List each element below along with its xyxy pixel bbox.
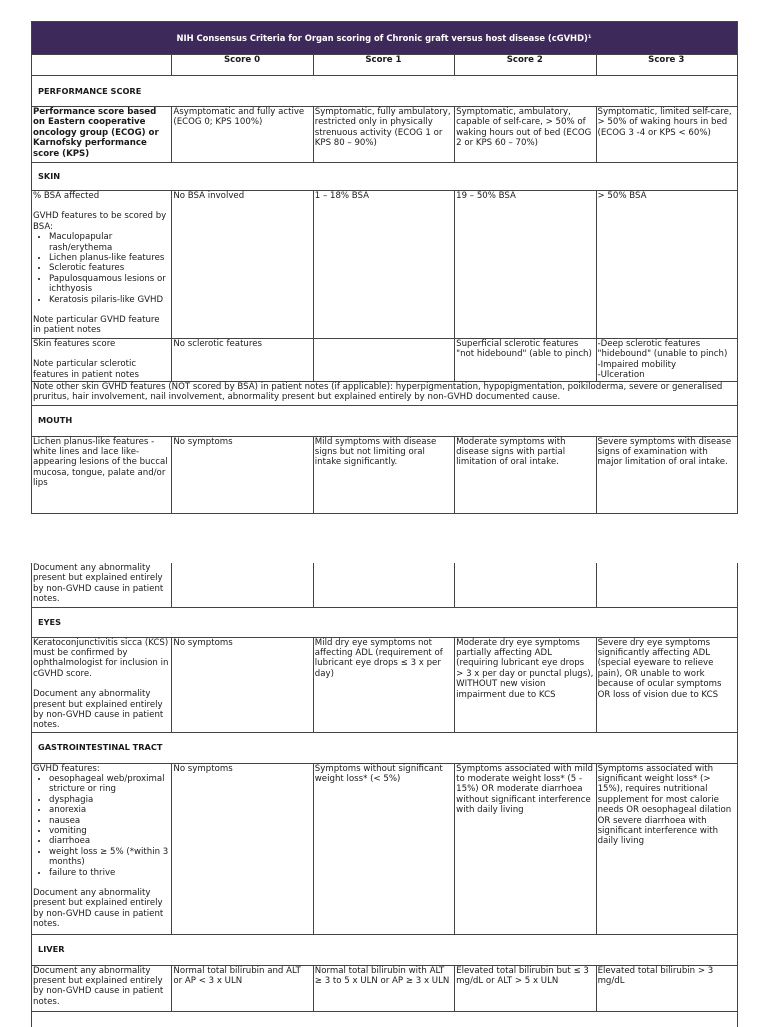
skin-other-note: Note other skin GVHD features (NOT scored by BSA) in patient notes (if applicable): hyperpigmentation, hypopigmentation, poikiloderma, severe or generalised pruritus, hair involvement, nail involvement, abnormality present but explained entirely by non-GVHD documented cause. <box>32 381 738 405</box>
list-item: • oesophageal web/proximal stricture or ring <box>49 774 169 795</box>
gi-doc: Document any abnormality present but explained entirely by non-GVHD cause in patient notes. <box>33 887 164 930</box>
cgvhd-table-part1 <box>31 21 738 514</box>
skin-features-intro: GVHD features to be scored by BSA: <box>33 211 167 232</box>
eyes-score-3: Severe dry eye symptoms significantly affecting ADL (special eyeware to relieve pain), OR unable to work because of ocular symptoms OR loss of vision due to KCS <box>596 637 737 732</box>
skin-bsa-score-1: 1 – 18% BSA <box>313 191 454 339</box>
section-gi: GASTROINTESTINAL TRACT <box>32 732 738 763</box>
list-item: • dysphagia <box>49 795 169 805</box>
gi-score-3: Symptoms associated with significant weight loss* (> 15%), requires nutritional supplement for most calorie needs OR oesophageal dilation OR severe diarrhoea with significant interference with daily living <box>596 763 737 934</box>
list-item: • Papulosquamous lesions or ichthyosis <box>49 274 169 295</box>
skin-bsa-score-3: > 50% BSA <box>596 191 738 339</box>
skin-note-sclerotic: Note particular sclerotic features in patient notes <box>33 359 139 380</box>
skin-features-list <box>33 232 169 305</box>
header-score-3: Score 3 <box>596 55 738 76</box>
skin-bsa-score-2: 19 – 50% BSA <box>455 191 596 339</box>
performance-score-0: Asymptomatic and fully active (ECOG 0; KPS 100%) <box>172 107 313 163</box>
mouth-score-3: Severe symptoms with disease signs of examination with major limitation of oral intake. <box>596 436 738 513</box>
list-item: • Sclerotic features <box>49 263 169 273</box>
eyes-label: Keratoconjunctivitis sicca (KCS) must be confirmed by ophthalmologist for inclusion in cGVHD score. <box>33 637 169 679</box>
liver-row <box>32 965 738 1011</box>
list-item: • Maculopapular rash/erythema <box>49 232 169 253</box>
skin-features-score-0: No sclerotic features <box>172 339 313 382</box>
header-row <box>32 55 738 76</box>
gi-label-cell <box>32 763 172 934</box>
performance-label: Performance score based on Eastern cooperative oncology group (ECOG) or Karnofsky performance score (KPS) <box>32 107 172 163</box>
gi-score-0: No symptoms <box>172 763 313 934</box>
section-liver: LIVER <box>32 934 738 965</box>
eyes-label-cell <box>32 637 172 732</box>
section-mouth: MOUTH <box>32 405 738 436</box>
skin-features-label-cell <box>32 339 172 382</box>
performance-row <box>32 107 738 163</box>
eyes-row <box>32 637 738 732</box>
skin-features-row <box>32 339 738 382</box>
mouth-doc-s2 <box>455 563 596 607</box>
skin-features-score-2: Superficial sclerotic features "not hidebound" (able to pinch) <box>455 339 596 382</box>
liver-score-0: Normal total bilirubin and ALT or AP < 3 x ULN <box>172 965 313 1011</box>
mouth-doc-s1 <box>313 563 454 607</box>
liver-score-2: Elevated total bilirubin but ≤ 3 mg/dL or ALT > 5 x ULN <box>455 965 596 1011</box>
skin-score3-mobility: -Impaired mobility <box>597 359 677 370</box>
list-item: • anorexia <box>49 805 169 815</box>
performance-score-1: Symptomatic, fully ambulatory, restricted only in physically strenuous activity (ECOG 1 or KPS 80 – 90%) <box>313 107 454 163</box>
mouth-score-0: No symptoms <box>172 436 313 513</box>
performance-score-3: Symptomatic, limited self-care, > 50% of waking hours in bed (ECOG 3 -4 or KPS < 60%) <box>596 107 738 163</box>
skin-features-score-3 <box>596 339 738 382</box>
header-score-0: Score 0 <box>172 55 313 76</box>
skin-features-score-1 <box>313 339 454 382</box>
skin-score3-deep: -Deep sclerotic features "hidebound" (unable to pinch) <box>597 339 728 360</box>
liver-score-1: Normal total bilirubin with ALT ≥ 3 to 5 x ULN or AP ≥ 3 x ULN <box>313 965 454 1011</box>
gi-features-list <box>33 774 169 878</box>
list-item: • Keratosis pilaris-like GVHD <box>49 295 169 305</box>
eyes-doc: Document any abnormality present but explained entirely by non-GVHD cause in patient notes. <box>33 689 164 731</box>
table-title: NIH Consensus Criteria for Organ scoring of Chronic graft versus host disease (cGVHD)¹ <box>32 22 738 55</box>
gi-row <box>32 763 738 934</box>
gi-intro: GVHD features: <box>33 763 100 774</box>
mouth-label: Lichen planus-like features - white lines and lace like-appearing lesions of the buccal mucosa, tongue, palate and/or lips <box>32 436 172 513</box>
mouth-score-2: Moderate symptoms with disease signs with partial limitation of oral intake. <box>455 436 596 513</box>
skin-features-label: Skin features score <box>33 339 116 349</box>
mouth-doc-note: Document any abnormality present but explained entirely by non-GVHD cause in patient notes. <box>32 563 172 607</box>
list-item: • nausea <box>49 816 169 826</box>
eyes-score-1: Mild dry eye symptoms not affecting ADL (requirement of lubricant eye drops ≤ 3 x per day) <box>313 637 454 732</box>
gi-score-2: Symptoms associated with mild to moderate weight loss* (5 - 15%) OR moderate diarrhoea without significant interference with daily living <box>455 763 596 934</box>
performance-score-2: Symptomatic, ambulatory, capable of self-care, > 50% of waking hours out of bed (ECOG 2 or KPS 60 – 70%) <box>455 107 596 163</box>
section-performance: PERFORMANCE SCORE <box>32 76 738 107</box>
liver-score-3: Elevated total bilirubin > 3 mg/dL <box>596 965 737 1011</box>
mouth-doc-row <box>32 563 738 607</box>
list-item: • diarrhoea <box>49 836 169 846</box>
eyes-score-0: No symptoms <box>172 637 313 732</box>
skin-score3-ulceration: -Ulceration <box>597 370 645 381</box>
mouth-row <box>32 436 738 513</box>
skin-bsa-score-0: No BSA involved <box>172 191 313 339</box>
cgvhd-table-part2 <box>31 563 738 1027</box>
list-item: • Lichen planus-like features <box>49 253 169 263</box>
header-score-1: Score 1 <box>313 55 454 76</box>
mouth-score-1: Mild symptoms with disease signs but not limiting oral intake significantly. <box>313 436 454 513</box>
table-continuation <box>32 1011 738 1027</box>
section-eyes: EYES <box>32 607 738 637</box>
header-score-2: Score 2 <box>455 55 596 76</box>
skin-bsa-label: % BSA affected <box>33 191 100 201</box>
list-item: • vomiting <box>49 826 169 836</box>
header-blank <box>32 55 172 76</box>
mouth-doc-s0 <box>172 563 313 607</box>
liver-label: Document any abnormality present but explained entirely by non-GVHD cause in patient notes. <box>32 965 172 1011</box>
gi-score-1: Symptoms without significant weight loss* (< 5%) <box>313 763 454 934</box>
skin-bsa-label-cell <box>32 191 172 339</box>
list-item: • weight loss ≥ 5% (*within 3 months) <box>49 847 169 868</box>
eyes-score-2: Moderate dry eye symptoms partially affecting ADL (requiring lubricant eye drops > 3 x per day or punctal plugs), WITHOUT new vision impairment due to KCS <box>455 637 596 732</box>
list-item: • failure to thrive <box>49 868 169 878</box>
skin-bsa-row <box>32 191 738 339</box>
mouth-doc-s3 <box>596 563 737 607</box>
section-skin: SKIN <box>32 163 738 191</box>
skin-note-gvhd: Note particular GVHD feature in patient notes <box>33 315 160 336</box>
